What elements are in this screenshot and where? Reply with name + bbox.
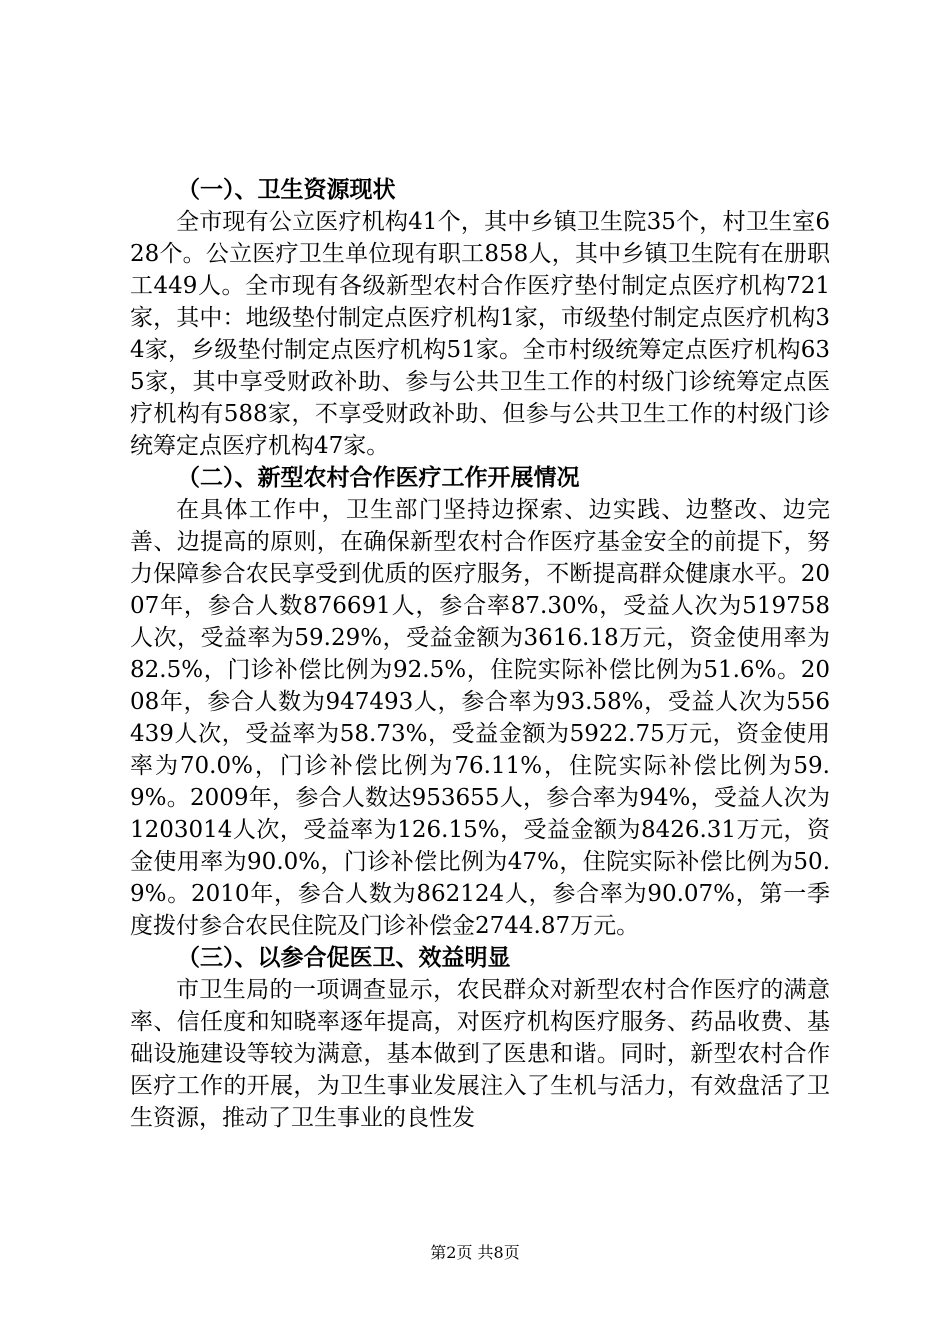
- document-page: [130, 174, 830, 1134]
- section-heading-3: （三）、以参合促医卫、效益明显: [177, 945, 511, 971]
- section-paragraph-2: 在具体工作中，卫生部门坚持边探索、边实践、边整改、边完善、边提高的原则，在确保新型农村合作医疗基金安全的前提下，努力保障参合农民享受到优质的医疗服务，不断提高群众健康水平。2007年，参合人数876691人，参合率87.30%，受益人次为519758人次，受益率为59.29%，受益金额为3616.18万元，资金使用率为82.5%，门诊补偿比例为92.5%，住院实际补偿比例为51.6%。2008年，参合人数为947493人，参合率为93.58%，受益人次为556439人次，受益率为58.73%，受益金额为5922.75万元，资金使用率为70.0%，门诊补偿比例为76.11%，住院实际补偿比例为59.9%。2009年，参合人数达953655人，参合率为94%，受益人次为1203014人次，受益率为126.15%，受益金额为8426.31万元，资金使用率为90.0%，门诊补偿比例为47%，住院实际补偿比例为50.9%。2010年，参合人数为862124人，参合率为90.07%，第一季度拨付参合农民住院及门诊补偿金2744.87万元。: [130, 497, 830, 939]
- section-paragraph-3: 市卫生局的一项调查显示，农民群众对新型农村合作医疗的满意率、信任度和知晓率逐年提高，对医疗机构医疗服务、药品收费、基础设施建设等较为满意，基本做到了医患和谐。同时，新型农村合作医疗工作的开展，为卫生事业发展注入了生机与活力，有效盘活了卫生资源，推动了卫生事业的良性发: [130, 977, 830, 1131]
- section-heading-1: （一）、卫生资源现状: [177, 177, 396, 203]
- section-paragraph-1: 全市现有公立医疗机构41个，其中乡镇卫生院35个，村卫生室628个。公立医疗卫生单位现有职工858人，其中乡镇卫生院有在册职工449人。全市现有各级新型农村合作医疗垫付制定点医疗机构721家，其中：地级垫付制定点医疗机构1家，市级垫付制定点医疗机构34家，乡级垫付制定点医疗机构51家。全市村级统筹定点医疗机构635家，其中享受财政补助、参与公共卫生工作的村级门诊统筹定点医疗机构有588家，不享受财政补助、但参与公共卫生工作的村级门诊统筹定点医疗机构47家。: [130, 209, 830, 459]
- page-footer: 第2页 共8页: [430, 1243, 520, 1262]
- section-heading-2: （二）、新型农村合作医疗工作开展情况: [177, 465, 580, 491]
